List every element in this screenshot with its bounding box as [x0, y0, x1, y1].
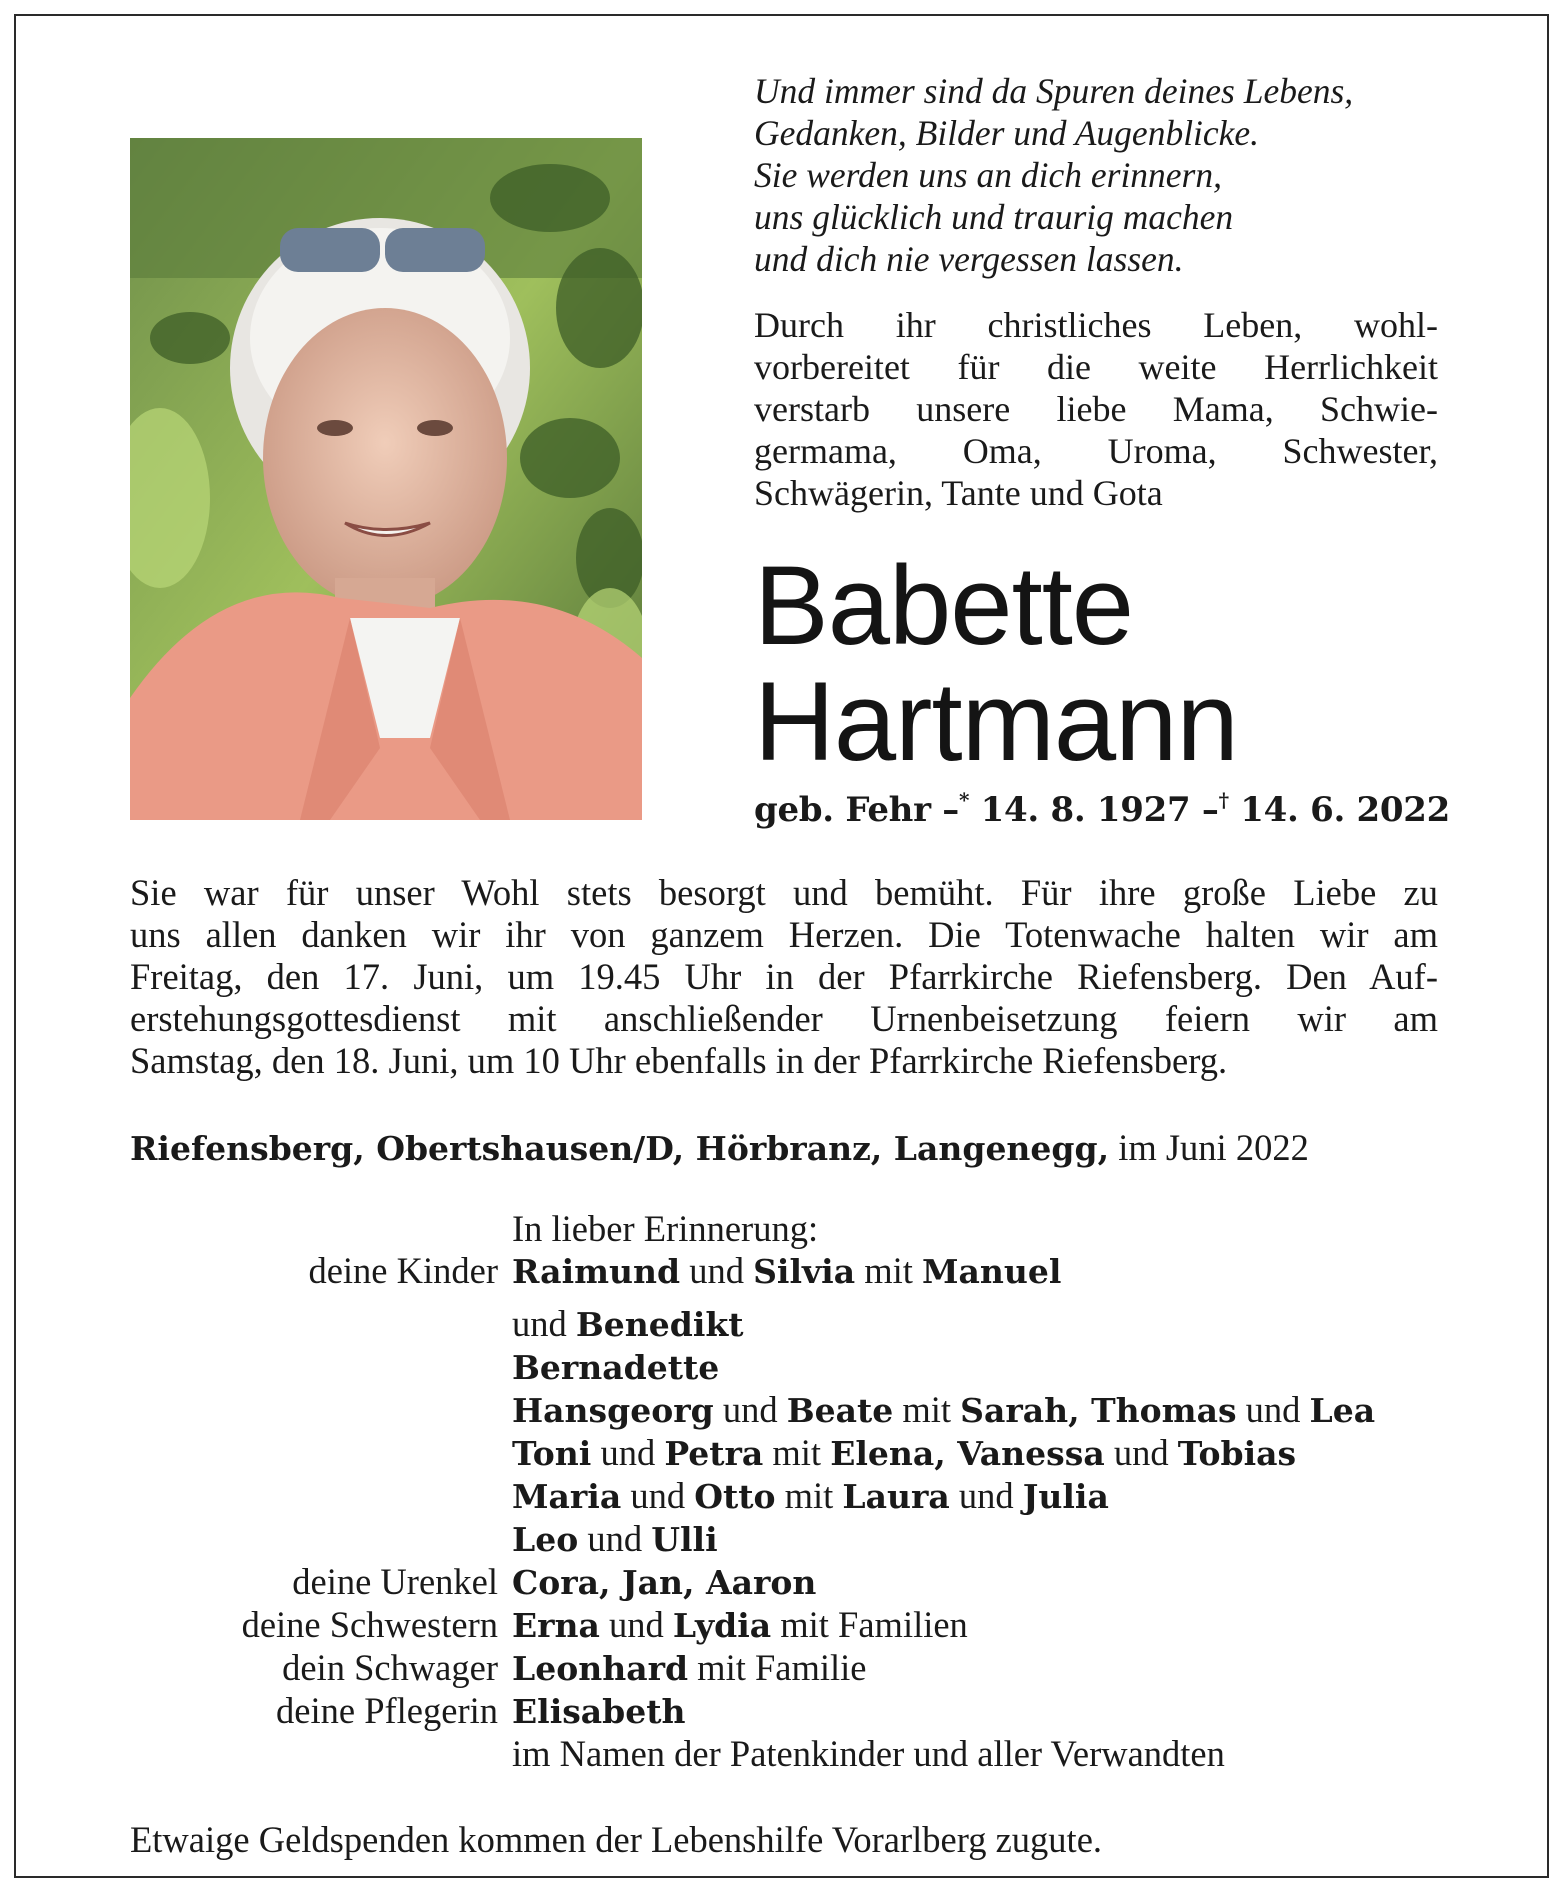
family-entry: Erna und Lydia mit Familien	[512, 1604, 968, 1645]
family-entry: Toni und Petra mit Elena, Vanessa und Tobias	[512, 1432, 1297, 1473]
announcement-line: Sie war für unser Wohl stets besorgt und bemüht. Für ihre große Liebe zu	[130, 872, 1438, 913]
deceased-name	[754, 543, 1474, 784]
relation-label: deine Schwestern	[241, 1604, 498, 1645]
birth-symbol: *	[958, 788, 970, 812]
family-entry: Elisabeth	[512, 1692, 686, 1731]
last-name: Hartmann	[754, 659, 1238, 784]
intro-line: verstarb unsere liebe Mama, Schwie-	[754, 389, 1438, 429]
poem-line: Sie werden uns an dich erinnern,	[754, 155, 1223, 195]
death-symbol: †	[1218, 788, 1229, 812]
poem-line: Gedanken, Bilder und Augenblicke.	[754, 113, 1260, 153]
announcement-line: Samstag, den 18. Juni, um 10 Uhr ebenfalls in der Pfarrkirche Riefensberg.	[130, 1040, 1228, 1081]
announcement-text	[130, 872, 1438, 1082]
relation-label: deine Urenkel	[292, 1561, 498, 1602]
maiden-name: geb. Fehr	[754, 790, 931, 830]
family-heading: In lieber Erinnerung:	[512, 1208, 819, 1249]
death-date: 14. 6. 2022	[1240, 790, 1450, 830]
family-entry: Cora, Jan, Aaron	[512, 1563, 817, 1602]
life-dates	[754, 788, 1450, 830]
intro-line: germama, Oma, Uroma, Schwester,	[754, 431, 1438, 471]
portrait-photo	[130, 138, 642, 820]
intro-line: Schwägerin, Tante und Gota	[754, 473, 1163, 513]
poem-line: und dich nie vergessen lassen.	[754, 239, 1184, 279]
announcement-line: erstehungsgottesdienst mit anschließender Urnenbeisetzung feiern wir am	[130, 998, 1438, 1039]
family-list	[130, 1208, 1450, 1775]
announcement-line: Freitag, den 17. Juni, um 19.45 Uhr in der Pfarrkirche Riefensberg. Den Auf-	[130, 956, 1438, 997]
poem-line: uns glücklich und traurig machen	[754, 197, 1234, 237]
relation-label: deine Pflegerin	[276, 1690, 498, 1731]
relation-label: dein Schwager	[282, 1647, 498, 1688]
family-entry: Leo und Ulli	[512, 1518, 718, 1559]
place-date: im Juni 2022	[1118, 1127, 1309, 1168]
intro-text	[754, 304, 1438, 514]
family-entry: Maria und Otto mit Laura und Julia	[512, 1475, 1109, 1516]
place-names: Riefensberg, Obertshausen/D, Hörbranz, Langenegg,	[130, 1129, 1110, 1168]
family-entry: und Benedikt	[512, 1303, 744, 1344]
dash: –	[1201, 790, 1219, 830]
family-entry: Leonhard mit Familie	[512, 1647, 867, 1688]
family-entry: Bernadette	[512, 1348, 720, 1387]
family-entry: Raimund und Silvia mit Manuel	[512, 1250, 1062, 1291]
poem-line: Und immer sind da Spuren deines Lebens,	[754, 71, 1354, 111]
announcement-line: uns allen danken wir ihr von ganzem Herzen. Die Totenwache halten wir am	[130, 914, 1438, 955]
relation-label: deine Kinder	[308, 1250, 498, 1291]
intro-line: Durch ihr christliches Leben, wohl-	[754, 305, 1438, 345]
family-entry: Hansgeorg und Beate mit Sarah, Thomas und Lea	[512, 1389, 1376, 1430]
intro-line: vorbereitet für die weite Herrlichkeit	[754, 347, 1438, 387]
poem	[754, 70, 1454, 280]
donation-note: Etwaige Geldspenden kommen der Lebenshilfe Vorarlberg zugute.	[130, 1819, 1103, 1860]
dash: –	[942, 790, 959, 830]
places-line	[130, 1126, 1309, 1169]
family-closing: im Namen der Patenkinder und aller Verwandten	[512, 1733, 1225, 1774]
first-name: Babette	[754, 543, 1134, 668]
birth-date: 14. 8. 1927	[980, 790, 1191, 830]
